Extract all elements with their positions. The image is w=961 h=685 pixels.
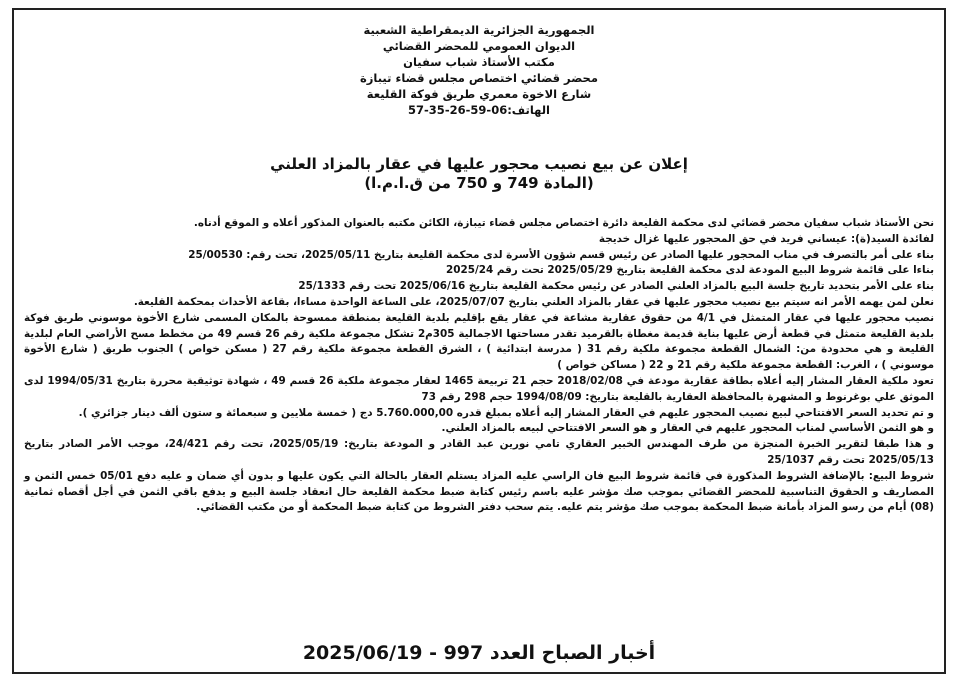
header-jurisdiction: محضر قضائي اختصاص مجلس قضاء تيبازة [360,71,598,85]
header-phone: الهاتف:06-59-26-35-57 [408,103,550,117]
paragraph-bailiff: نحن الأستاذ شباب سفيان محضر قضائي لدى محكمة القليعة دائرة اختصاص مجلس قضاء تيبازة، الكائن مكتبه بالعنوان المذكور أعلاه و الموقع أدناه. [193,217,934,229]
paragraph-order: بناء على أمر بالتصرف في مناب المحجور عليها الصادر عن رئيس قسم شؤون الأسرة لدى محكمة القليعة بتاريخ 2025/05/11، تحت رقم: 25/00530 [188,248,934,261]
paragraph-opening-price: و تم تحديد السعر الافتتاحي لبيع نصيب المحجور عليهم في العقار المشار إليه أعلاه بمبلغ قدره 5.760.000,00 دج ( خمسة ملايين و سبعمائة و ستون ألف دينار جزائري ). [78,406,934,419]
paragraph-property: نصيب محجور عليها في عقار المتمثل في 4/1 من حقوق عقارية مشاعة في عقار يقع بإقليم بلدية القليعة بمنطقة ممسوحة بالمكان المسمى شارع الأخوة موسوني طريق فوكة بلدية القليعة متمثل في قطعة أرض عليها بناية قديمة مغطاة بالقرميد تقدر مساحتها الاجمالية 305م2 تشكل مجموعة ملكية رقم 26 قسم 49 من مخطط مسح الأراضي العام لبلدية القليعة و هي محدودة من: الشمال القطعة مجموعة ملكية رقم 31 ( مدرسة ابتدائية ) ، الشرق القطعة مجموعة ملكية رقم 27 ( مسكن خواص ) الجنوب طريق ( شارع الأخوة موسوني ) ، الغرب: القطعة مجموعة ملكية رقم 21 و 22 ( مساكن خواص ) [24,311,935,372]
header-bailiff-name: مكتب الأستاذ شباب سفيان [403,55,555,69]
paragraph-sale-date: نعلن لمن يهمه الأمر انه سيتم بيع نصيب محجور عليها في عقار بالمزاد العلني بتاريخ 2025/07/07، على الساعة الواحدة مساءا، بقاعة الأحداث بمحكمة القليعة. [133,295,934,308]
paragraph-session-order: بناء على الأمر بتحديد تاريخ جلسة البيع بالمزاد العلني الصادر عن رئيس محكمة القليعة بتاريخ 2025/06/16 تحت رقم 25/1333 [298,280,934,293]
header-address: شارع الاخوة معمري طريق فوكة القليعة [366,87,592,101]
header-republic: الجمهورية الجزائرية الديمقراطية الشعبية [363,23,595,37]
announcement-frame [12,8,946,674]
announcement-body [24,216,934,516]
paragraph-ownership: تعود ملكية العقار المشار إليه أعلاه بطاقة عقارية مودعة في 2018/02/08 حجم 21 تربيعة 1465 لعقار مجموعة ملكية 26 قسم 49 ، شهادة توثيقية محررة بتاريخ 1994/05/31 لدى الموثق علي بوغرنوط و المشهرة بالمحافظة العقارية بالقليعة بتاريخ: 1994/08/09 حجم 298 رقم 73 [24,374,934,403]
paragraph-sale-conditions: شروط البيع: بالإضافة الشروط المذكورة في قائمة شروط البيع فان الراسي عليه المزاد يستلم العقار بالحالة التي يكون عليها و بدون أي ضمان و عليه دفع 05/01 خمس الثمن و المصاريف و الحقوق التناسبية للمحضر القضائي بموجب صك مؤشر عليه باسم رئيس كتابة ضبط محكمة القليعة حال انعقاد جلسة البيع و يدفع باقي الثمن في أجل أقصاه ثمانية (08) أيام من رسو المزاد بأمانة ضبط المحكمة بموجب صك مؤشر يتم عليه. يتم سحب دفتر الشروط من كتابة ضبط المحكمة أو من مكتب القضائي. [24,469,934,514]
paragraph-base-price: و هو الثمن الأساسي لمناب المحجور عليهم في العقار و هو السعر الافتتاحي لبيعه بالمزاد العلني. [441,422,934,435]
announcement-title [14,155,944,193]
newspaper-footer: أخبار الصباح العدد 997 - 2025/06/19 [302,642,656,664]
title-main: إعلان عن بيع نصيب محجور عليها في عقار بالمزاد العلني [270,155,688,173]
title-articles: (المادة 749 و 750 من ق.ا.م.ا) [364,174,594,192]
office-header [14,22,944,118]
paragraph-expertise: و هذا طبقا لتقرير الخبرة المنجزة من طرف المهندس الخبير العقاري تامي نورين عبد القادر و المودعة بتاريخ: 2025/05/19، تحت رقم 24/421، موجب الأمر الصادر بتاريخ 2025/05/13 تحت رقم 25/1037 [24,438,935,466]
header-office: الديوان العمومي للمحضر القضائي [382,39,576,53]
paragraph-conditions-list: بناءا على قائمة شروط البيع المودعة لدى محكمة القليعة بتاريخ 2025/05/29 تحت رقم 2025/24 [446,264,934,277]
paragraph-beneficiary: لفائدة السيد(ة): عيساني فريد في حق المحجور عليها غزال خديجة [598,232,934,245]
